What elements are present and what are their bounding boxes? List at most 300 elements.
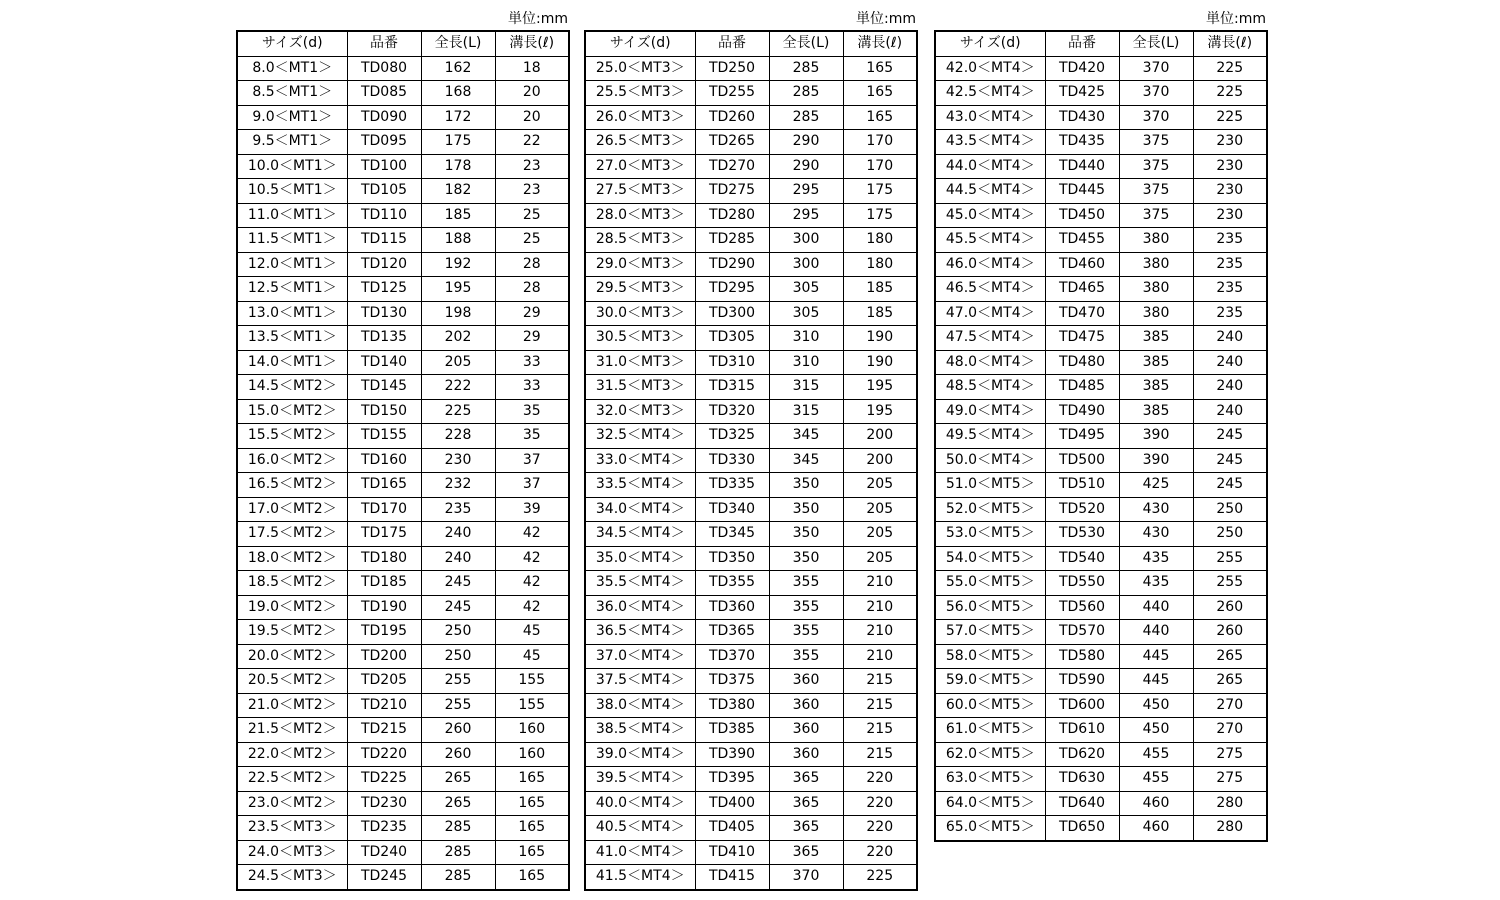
- cell-size: 30.5＜MT3＞: [585, 326, 695, 351]
- table-row: [585, 228, 917, 253]
- table-row: [237, 840, 569, 865]
- cell-total-length: 370: [1119, 56, 1193, 81]
- cell-part-number: TD140: [347, 350, 421, 375]
- cell-size: 62.0＜MT5＞: [935, 742, 1045, 767]
- cell-part-number: TD210: [347, 693, 421, 718]
- cell-total-length: 440: [1119, 620, 1193, 645]
- spec-table-block-3: [934, 8, 1266, 842]
- cell-part-number: TD245: [347, 865, 421, 890]
- cell-size: 51.0＜MT5＞: [935, 473, 1045, 498]
- table-row: [237, 595, 569, 620]
- cell-part-number: TD470: [1045, 301, 1119, 326]
- cell-size: 40.0＜MT4＞: [585, 791, 695, 816]
- cell-flute-length: 255: [1193, 546, 1267, 571]
- cell-total-length: 375: [1119, 130, 1193, 155]
- cell-part-number: TD550: [1045, 571, 1119, 596]
- cell-total-length: 310: [769, 326, 843, 351]
- table-row: [237, 130, 569, 155]
- cell-size: 23.5＜MT3＞: [237, 816, 347, 841]
- table-row: [237, 105, 569, 130]
- cell-part-number: TD500: [1045, 448, 1119, 473]
- cell-flute-length: 250: [1193, 522, 1267, 547]
- cell-size: 8.0＜MT1＞: [237, 56, 347, 81]
- cell-part-number: TD340: [695, 497, 769, 522]
- cell-total-length: 228: [421, 424, 495, 449]
- cell-size: 24.5＜MT3＞: [237, 865, 347, 890]
- cell-part-number: TD395: [695, 767, 769, 792]
- cell-size: 14.0＜MT1＞: [237, 350, 347, 375]
- cell-part-number: TD480: [1045, 350, 1119, 375]
- cell-flute-length: 25: [495, 228, 569, 253]
- cell-flute-length: 205: [843, 497, 917, 522]
- spec-table: [584, 30, 918, 891]
- cell-flute-length: 280: [1193, 816, 1267, 841]
- table-row: [935, 424, 1267, 449]
- cell-size: 27.0＜MT3＞: [585, 154, 695, 179]
- cell-size: 39.0＜MT4＞: [585, 742, 695, 767]
- table-row: [935, 473, 1267, 498]
- cell-size: 61.0＜MT5＞: [935, 718, 1045, 743]
- cell-size: 64.0＜MT5＞: [935, 791, 1045, 816]
- cell-total-length: 232: [421, 473, 495, 498]
- table-row: [935, 620, 1267, 645]
- table-row: [585, 865, 917, 890]
- table-row: [935, 791, 1267, 816]
- cell-size: 34.5＜MT4＞: [585, 522, 695, 547]
- cell-size: 42.0＜MT4＞: [935, 56, 1045, 81]
- cell-size: 46.5＜MT4＞: [935, 277, 1045, 302]
- cell-flute-length: 42: [495, 595, 569, 620]
- cell-total-length: 360: [769, 742, 843, 767]
- cell-part-number: TD100: [347, 154, 421, 179]
- table-row: [935, 350, 1267, 375]
- table-row: [585, 179, 917, 204]
- cell-size: 28.5＜MT3＞: [585, 228, 695, 253]
- cell-total-length: 435: [1119, 546, 1193, 571]
- table-row: [237, 669, 569, 694]
- cell-total-length: 345: [769, 448, 843, 473]
- cell-flute-length: 210: [843, 595, 917, 620]
- cell-flute-length: 45: [495, 620, 569, 645]
- table-row: [237, 742, 569, 767]
- table-row: [237, 350, 569, 375]
- cell-flute-length: 170: [843, 130, 917, 155]
- cell-part-number: TD455: [1045, 228, 1119, 253]
- cell-flute-length: 28: [495, 252, 569, 277]
- cell-total-length: 360: [769, 718, 843, 743]
- cell-flute-length: 215: [843, 669, 917, 694]
- cell-part-number: TD085: [347, 81, 421, 106]
- cell-size: 38.0＜MT4＞: [585, 693, 695, 718]
- cell-part-number: TD120: [347, 252, 421, 277]
- cell-total-length: 350: [769, 522, 843, 547]
- cell-total-length: 370: [769, 865, 843, 890]
- table-row: [237, 154, 569, 179]
- cell-total-length: 455: [1119, 742, 1193, 767]
- cell-part-number: TD145: [347, 375, 421, 400]
- cell-total-length: 445: [1119, 644, 1193, 669]
- cell-size: 39.5＜MT4＞: [585, 767, 695, 792]
- cell-size: 43.0＜MT4＞: [935, 105, 1045, 130]
- table-row: [935, 375, 1267, 400]
- cell-size: 48.0＜MT4＞: [935, 350, 1045, 375]
- cell-total-length: 300: [769, 252, 843, 277]
- cell-total-length: 315: [769, 399, 843, 424]
- cell-flute-length: 160: [495, 718, 569, 743]
- table-row: [935, 571, 1267, 596]
- cell-total-length: 162: [421, 56, 495, 81]
- cell-flute-length: 215: [843, 718, 917, 743]
- cell-total-length: 355: [769, 644, 843, 669]
- cell-part-number: TD365: [695, 620, 769, 645]
- cell-flute-length: 22: [495, 130, 569, 155]
- cell-size: 37.0＜MT4＞: [585, 644, 695, 669]
- cell-flute-length: 165: [843, 105, 917, 130]
- cell-flute-length: 190: [843, 326, 917, 351]
- cell-part-number: TD510: [1045, 473, 1119, 498]
- cell-size: 48.5＜MT4＞: [935, 375, 1045, 400]
- table-row: [237, 693, 569, 718]
- cell-flute-length: 185: [843, 301, 917, 326]
- cell-flute-length: 165: [495, 840, 569, 865]
- cell-part-number: TD610: [1045, 718, 1119, 743]
- table-row: [935, 448, 1267, 473]
- cell-part-number: TD130: [347, 301, 421, 326]
- cell-part-number: TD105: [347, 179, 421, 204]
- cell-flute-length: 225: [843, 865, 917, 890]
- cell-flute-length: 39: [495, 497, 569, 522]
- table-row: [585, 742, 917, 767]
- cell-flute-length: 23: [495, 179, 569, 204]
- cell-flute-length: 20: [495, 105, 569, 130]
- cell-flute-length: 165: [495, 816, 569, 841]
- cell-size: 9.0＜MT1＞: [237, 105, 347, 130]
- header-row: [237, 31, 569, 56]
- cell-total-length: 355: [769, 620, 843, 645]
- cell-size: 22.5＜MT2＞: [237, 767, 347, 792]
- cell-flute-length: 245: [1193, 448, 1267, 473]
- cell-total-length: 355: [769, 595, 843, 620]
- cell-total-length: 195: [421, 277, 495, 302]
- cell-flute-length: 170: [843, 154, 917, 179]
- cell-total-length: 450: [1119, 693, 1193, 718]
- table-row: [237, 375, 569, 400]
- cell-part-number: TD345: [695, 522, 769, 547]
- cell-part-number: TD195: [347, 620, 421, 645]
- cell-flute-length: 205: [843, 473, 917, 498]
- cell-part-number: TD235: [347, 816, 421, 841]
- cell-size: 21.5＜MT2＞: [237, 718, 347, 743]
- cell-total-length: 188: [421, 228, 495, 253]
- cell-part-number: TD410: [695, 840, 769, 865]
- cell-total-length: 380: [1119, 228, 1193, 253]
- header-size: サイズ(d): [237, 31, 347, 56]
- cell-size: 20.0＜MT2＞: [237, 644, 347, 669]
- cell-part-number: TD305: [695, 326, 769, 351]
- cell-part-number: TD415: [695, 865, 769, 890]
- cell-size: 40.5＜MT4＞: [585, 816, 695, 841]
- cell-total-length: 295: [769, 179, 843, 204]
- cell-flute-length: 45: [495, 644, 569, 669]
- cell-total-length: 385: [1119, 350, 1193, 375]
- cell-size: 20.5＜MT2＞: [237, 669, 347, 694]
- cell-flute-length: 260: [1193, 620, 1267, 645]
- cell-flute-length: 210: [843, 571, 917, 596]
- cell-total-length: 285: [769, 56, 843, 81]
- cell-part-number: TD430: [1045, 105, 1119, 130]
- cell-flute-length: 20: [495, 81, 569, 106]
- table-row: [585, 424, 917, 449]
- cell-total-length: 360: [769, 669, 843, 694]
- table-row: [237, 571, 569, 596]
- cell-flute-length: 37: [495, 473, 569, 498]
- cell-total-length: 370: [1119, 81, 1193, 106]
- cell-flute-length: 180: [843, 252, 917, 277]
- cell-size: 35.0＜MT4＞: [585, 546, 695, 571]
- cell-flute-length: 230: [1193, 130, 1267, 155]
- cell-part-number: TD330: [695, 448, 769, 473]
- table-row: [935, 228, 1267, 253]
- table-row: [585, 277, 917, 302]
- cell-part-number: TD335: [695, 473, 769, 498]
- cell-flute-length: 275: [1193, 742, 1267, 767]
- cell-size: 18.0＜MT2＞: [237, 546, 347, 571]
- cell-total-length: 390: [1119, 448, 1193, 473]
- cell-total-length: 305: [769, 277, 843, 302]
- cell-flute-length: 165: [843, 56, 917, 81]
- cell-part-number: TD475: [1045, 326, 1119, 351]
- cell-part-number: TD200: [347, 644, 421, 669]
- cell-total-length: 178: [421, 154, 495, 179]
- cell-size: 16.0＜MT2＞: [237, 448, 347, 473]
- cell-total-length: 222: [421, 375, 495, 400]
- table-row: [935, 105, 1267, 130]
- cell-total-length: 175: [421, 130, 495, 155]
- cell-flute-length: 165: [495, 791, 569, 816]
- table-row: [585, 81, 917, 106]
- cell-total-length: 290: [769, 154, 843, 179]
- cell-flute-length: 200: [843, 424, 917, 449]
- cell-size: 32.5＜MT4＞: [585, 424, 695, 449]
- cell-part-number: TD315: [695, 375, 769, 400]
- cell-size: 56.0＜MT5＞: [935, 595, 1045, 620]
- cell-total-length: 365: [769, 767, 843, 792]
- cell-flute-length: 220: [843, 791, 917, 816]
- cell-flute-length: 230: [1193, 203, 1267, 228]
- table-row: [237, 399, 569, 424]
- cell-part-number: TD460: [1045, 252, 1119, 277]
- cell-flute-length: 25: [495, 203, 569, 228]
- cell-part-number: TD450: [1045, 203, 1119, 228]
- table-row: [935, 669, 1267, 694]
- cell-size: 33.0＜MT4＞: [585, 448, 695, 473]
- table-row: [585, 252, 917, 277]
- header-total-length: 全長(L): [421, 31, 495, 56]
- cell-part-number: TD445: [1045, 179, 1119, 204]
- table-row: [585, 644, 917, 669]
- cell-size: 45.0＜MT4＞: [935, 203, 1045, 228]
- cell-part-number: TD185: [347, 571, 421, 596]
- header-part-number: 品番: [1045, 31, 1119, 56]
- cell-part-number: TD135: [347, 326, 421, 351]
- cell-total-length: 380: [1119, 301, 1193, 326]
- table-row: [585, 203, 917, 228]
- cell-total-length: 450: [1119, 718, 1193, 743]
- cell-total-length: 385: [1119, 399, 1193, 424]
- cell-flute-length: 260: [1193, 595, 1267, 620]
- spec-table: [934, 30, 1268, 842]
- cell-size: 21.0＜MT2＞: [237, 693, 347, 718]
- cell-total-length: 255: [421, 693, 495, 718]
- cell-size: 28.0＜MT3＞: [585, 203, 695, 228]
- cell-part-number: TD390: [695, 742, 769, 767]
- table-row: [585, 767, 917, 792]
- cell-part-number: TD150: [347, 399, 421, 424]
- cell-total-length: 285: [769, 105, 843, 130]
- cell-part-number: TD290: [695, 252, 769, 277]
- cell-total-length: 350: [769, 546, 843, 571]
- table-row: [237, 816, 569, 841]
- cell-size: 33.5＜MT4＞: [585, 473, 695, 498]
- cell-flute-length: 37: [495, 448, 569, 473]
- cell-size: 31.5＜MT3＞: [585, 375, 695, 400]
- cell-total-length: 260: [421, 718, 495, 743]
- cell-flute-length: 165: [843, 81, 917, 106]
- cell-total-length: 168: [421, 81, 495, 106]
- cell-flute-length: 29: [495, 301, 569, 326]
- cell-flute-length: 225: [1193, 81, 1267, 106]
- cell-size: 35.5＜MT4＞: [585, 571, 695, 596]
- cell-part-number: TD115: [347, 228, 421, 253]
- cell-size: 10.0＜MT1＞: [237, 154, 347, 179]
- cell-size: 60.0＜MT5＞: [935, 693, 1045, 718]
- table-row: [585, 448, 917, 473]
- cell-size: 52.0＜MT5＞: [935, 497, 1045, 522]
- cell-part-number: TD380: [695, 693, 769, 718]
- cell-total-length: 172: [421, 105, 495, 130]
- cell-part-number: TD370: [695, 644, 769, 669]
- cell-size: 42.5＜MT4＞: [935, 81, 1045, 106]
- cell-size: 41.0＜MT4＞: [585, 840, 695, 865]
- cell-total-length: 380: [1119, 277, 1193, 302]
- table-row: [585, 595, 917, 620]
- cell-size: 27.5＜MT3＞: [585, 179, 695, 204]
- table-row: [935, 546, 1267, 571]
- cell-total-length: 455: [1119, 767, 1193, 792]
- cell-total-length: 235: [421, 497, 495, 522]
- header-row: [585, 31, 917, 56]
- cell-flute-length: 35: [495, 424, 569, 449]
- cell-flute-length: 180: [843, 228, 917, 253]
- cell-size: 26.0＜MT3＞: [585, 105, 695, 130]
- cell-total-length: 285: [769, 81, 843, 106]
- cell-flute-length: 240: [1193, 326, 1267, 351]
- cell-flute-length: 200: [843, 448, 917, 473]
- cell-flute-length: 270: [1193, 718, 1267, 743]
- cell-part-number: TD405: [695, 816, 769, 841]
- cell-flute-length: 220: [843, 816, 917, 841]
- cell-total-length: 265: [421, 791, 495, 816]
- cell-total-length: 245: [421, 595, 495, 620]
- cell-total-length: 350: [769, 497, 843, 522]
- cell-size: 54.0＜MT5＞: [935, 546, 1045, 571]
- cell-part-number: TD080: [347, 56, 421, 81]
- cell-size: 44.0＜MT4＞: [935, 154, 1045, 179]
- cell-total-length: 370: [1119, 105, 1193, 130]
- table-row: [585, 399, 917, 424]
- cell-part-number: TD590: [1045, 669, 1119, 694]
- cell-size: 58.0＜MT5＞: [935, 644, 1045, 669]
- cell-total-length: 230: [421, 448, 495, 473]
- cell-size: 55.0＜MT5＞: [935, 571, 1045, 596]
- cell-size: 9.5＜MT1＞: [237, 130, 347, 155]
- cell-size: 15.5＜MT2＞: [237, 424, 347, 449]
- cell-size: 19.0＜MT2＞: [237, 595, 347, 620]
- cell-size: 10.5＜MT1＞: [237, 179, 347, 204]
- cell-size: 16.5＜MT2＞: [237, 473, 347, 498]
- cell-total-length: 375: [1119, 179, 1193, 204]
- cell-size: 29.0＜MT3＞: [585, 252, 695, 277]
- table-row: [935, 742, 1267, 767]
- table-row: [237, 767, 569, 792]
- cell-part-number: TD300: [695, 301, 769, 326]
- cell-flute-length: 255: [1193, 571, 1267, 596]
- cell-flute-length: 240: [1193, 399, 1267, 424]
- table-row: [935, 522, 1267, 547]
- cell-total-length: 430: [1119, 497, 1193, 522]
- table-row: [585, 375, 917, 400]
- cell-flute-length: 225: [1193, 56, 1267, 81]
- table-row: [237, 179, 569, 204]
- cell-flute-length: 33: [495, 350, 569, 375]
- cell-flute-length: 205: [843, 546, 917, 571]
- cell-flute-length: 210: [843, 644, 917, 669]
- cell-part-number: TD090: [347, 105, 421, 130]
- cell-total-length: 355: [769, 571, 843, 596]
- cell-total-length: 205: [421, 350, 495, 375]
- table-row: [935, 81, 1267, 106]
- table-row: [935, 718, 1267, 743]
- cell-part-number: TD155: [347, 424, 421, 449]
- cell-flute-length: 250: [1193, 497, 1267, 522]
- cell-part-number: TD215: [347, 718, 421, 743]
- table-row: [935, 816, 1267, 841]
- cell-part-number: TD250: [695, 56, 769, 81]
- cell-flute-length: 225: [1193, 105, 1267, 130]
- cell-total-length: 385: [1119, 326, 1193, 351]
- cell-size: 30.0＜MT3＞: [585, 301, 695, 326]
- cell-part-number: TD180: [347, 546, 421, 571]
- cell-total-length: 265: [421, 767, 495, 792]
- table-row: [237, 791, 569, 816]
- cell-size: 23.0＜MT2＞: [237, 791, 347, 816]
- cell-flute-length: 275: [1193, 767, 1267, 792]
- cell-total-length: 250: [421, 644, 495, 669]
- table-row: [585, 56, 917, 81]
- cell-size: 38.5＜MT4＞: [585, 718, 695, 743]
- cell-size: 65.0＜MT5＞: [935, 816, 1045, 841]
- cell-flute-length: 190: [843, 350, 917, 375]
- table-row: [935, 154, 1267, 179]
- cell-part-number: TD440: [1045, 154, 1119, 179]
- cell-flute-length: 265: [1193, 669, 1267, 694]
- table-row: [585, 718, 917, 743]
- cell-total-length: 185: [421, 203, 495, 228]
- cell-flute-length: 230: [1193, 154, 1267, 179]
- cell-part-number: TD205: [347, 669, 421, 694]
- table-row: [935, 277, 1267, 302]
- cell-size: 45.5＜MT4＞: [935, 228, 1045, 253]
